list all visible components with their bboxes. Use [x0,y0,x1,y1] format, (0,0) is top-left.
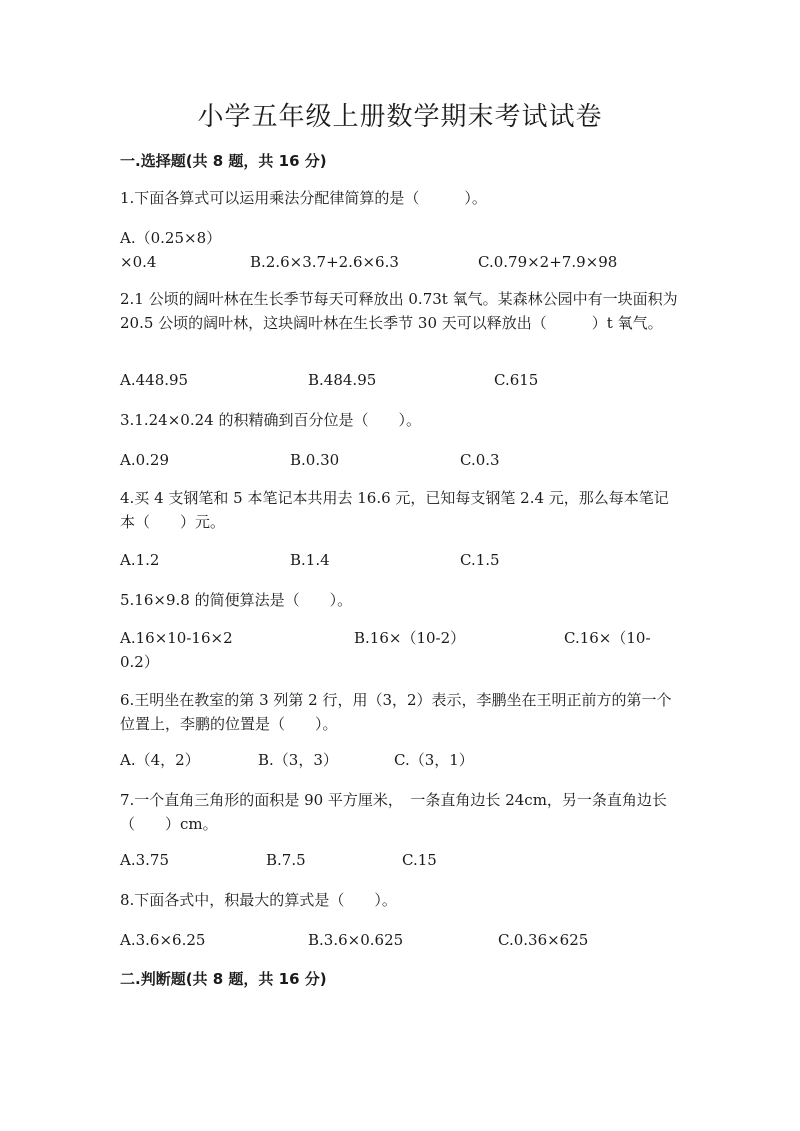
question-6-option-a: A.（4，2） [120,751,200,769]
question-7-stem: 7.一个直角三角形的面积是 90 平方厘米， 一条直角边长 24cm，另一条直角边长（ ）cm。 [120,791,667,833]
question-5-option-c: C.16×（10-0.2） [120,629,651,671]
question-2-option-c: C.615 [494,371,539,389]
question-8-option-b: B.3.6×0.625 [308,931,404,949]
question-3-stem: 3.1.24×0.24 的积精确到百分位是（ ）。 [120,411,421,429]
question-7-option-a: A.3.75 [120,851,169,869]
question-5-option-a: A.16×10-16×2 [120,629,233,647]
question-8-stem: 8.下面各式中，积最大的算式是（ ）。 [120,891,397,909]
question-5-stem: 5.16×9.8 的简便算法是（ ）。 [120,591,353,609]
question-3-option-b: B.0.30 [290,451,340,469]
exam-title: 小学五年级上册数学期末考试试卷 [197,102,603,132]
question-1-option-c: C.0.79×2+7.9×98 [478,253,618,271]
question-1-stem: 1.下面各算式可以运用乘法分配律简算的是（ ）。 [120,189,487,207]
question-5-option-b: B.16×（10-2） [354,629,466,647]
question-2-option-a: A.448.95 [120,371,189,389]
question-4-option-b: B.1.4 [290,551,330,569]
question-8-option-a: A.3.6×6.25 [120,931,206,949]
question-3-option-a: A.0.29 [120,451,169,469]
section-heading-judgement: 二.判断题(共 8 题，共 16 分) [120,970,327,988]
question-4-option-a: A.1.2 [120,551,160,569]
question-1-option-a: A.（0.25×8）×0.4 [120,229,222,271]
question-4-stem: 4.买 4 支钢笔和 5 本笔记本共用去 16.6 元，已知每支钢笔 2.4 元，那么每本笔记本（ ）元。 [120,489,669,531]
question-2-stem: 2.1 公顷的阔叶林在生长季节每天可释放出 0.73t 氧气。某森林公园中有一块面积为 20.5 公顷的阔叶林，这块阔叶林在生长季节 30 天可以释放出（ ）t 氧气。 [120,290,678,332]
section-heading-choice: 一.选择题(共 8 题，共 16 分) [120,152,327,170]
question-4-option-c: C.1.5 [460,551,500,569]
question-6-option-b: B.（3，3） [258,751,338,769]
question-8-option-c: C.0.36×625 [498,931,589,949]
question-3-option-c: C.0.3 [460,451,500,469]
question-6-option-c: C.（3，1） [394,751,474,769]
question-6-stem: 6.王明坐在教室的第 3 列第 2 行，用（3，2）表示，李鹏坐在王明正前方的第一个位置上，李鹏的位置是（ ）。 [120,691,672,733]
question-2-option-b: B.484.95 [308,371,377,389]
question-1-option-b: B.2.6×3.7+2.6×6.3 [250,253,399,271]
question-7-option-c: C.15 [402,851,437,869]
question-7-option-b: B.7.5 [266,851,306,869]
